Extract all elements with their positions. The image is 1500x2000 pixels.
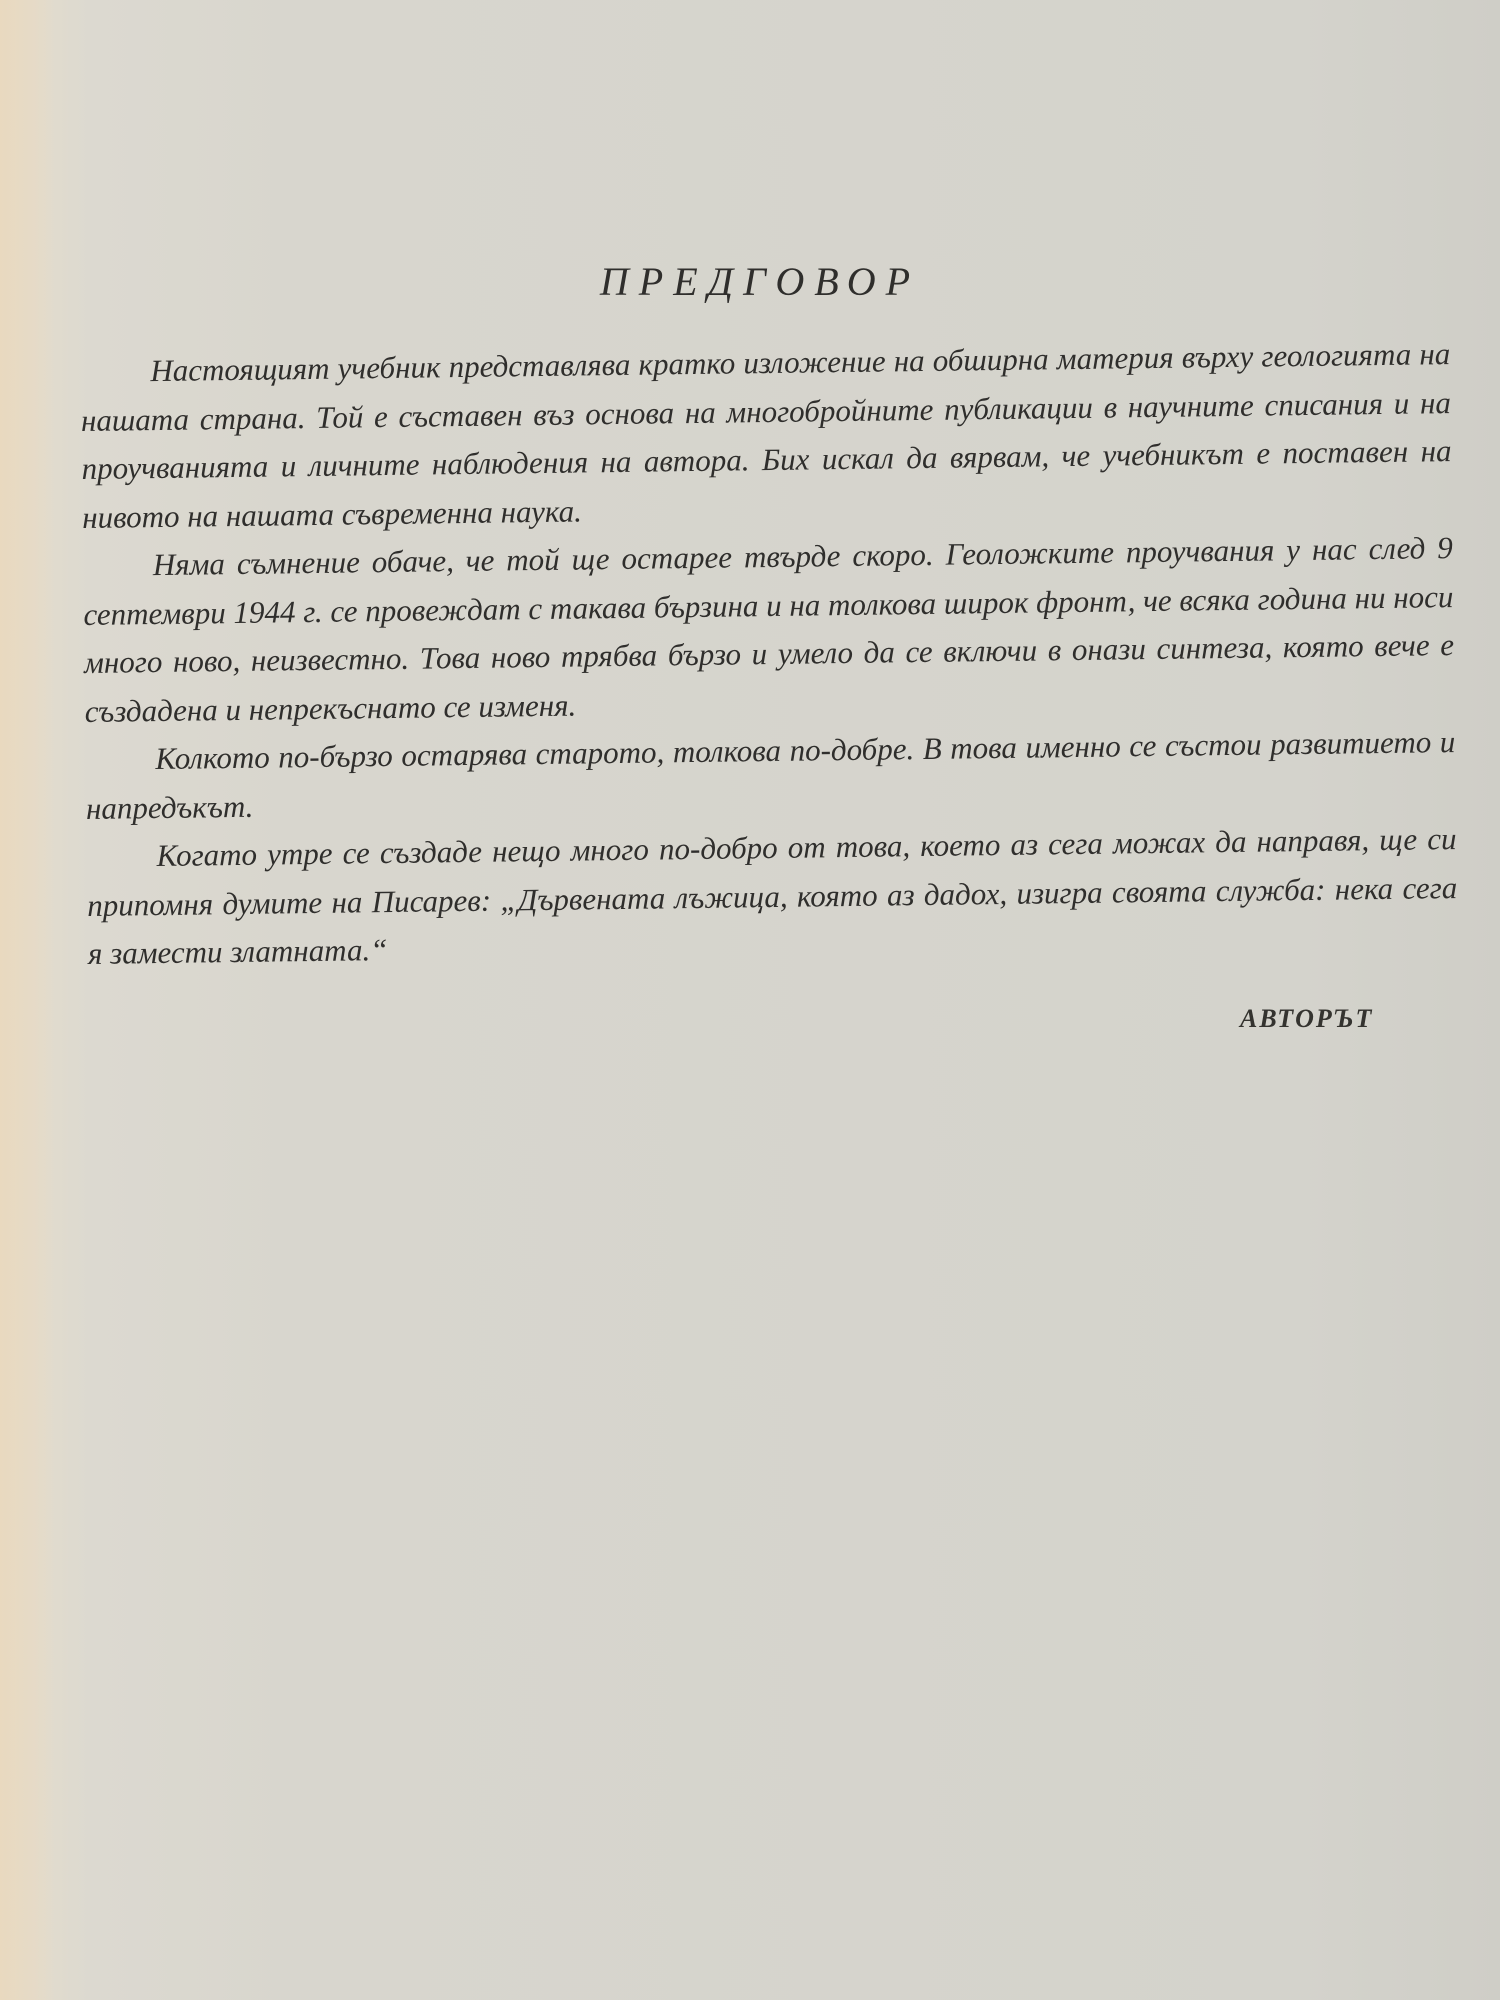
preface-paragraph-2: Няма съмнение обаче, че той ще остарее твърде скоро. Геоложките проучвания у нас след 9 септември 1944 г. се провеждат с такава бързина и на толкова широк фронт, че всяка година ни носи много ново, неизвестно. Това ново трябва бързо и умело да се включи в онази синтеза, която вече е създадена и непрекъснато се изменя. — [83, 530, 1455, 729]
preface-paragraph-3: Колкото по-бързо остарява старото, толкова по-добре. В това именно се състои развитието и напредъкът. — [85, 724, 1456, 826]
author-signature: АВТОРЪТ — [1240, 1004, 1374, 1033]
preface-paragraph-4: Когато утре се създаде нещо много по-добро от това, което аз сега можах да направя, ще си припомня думите на Писарев: „Дървената лъжица, която аз дадох, изигра своята служба: нека сега я замести златната.“ — [87, 821, 1458, 971]
page-title: ПРЕДГОВОР — [599, 259, 921, 304]
page-binding-edge — [0, 0, 55, 2000]
preface-paragraph-1: Настоящият учебник представлява кратко изложение на обширна материя върху геологията на нашата страна. Той е съставен въз основа на многобройните публикации в научните списания и на проучванията и личните наблюдения на автора. Бих искал да вярвам, че учебникът е поставен на нивото на нашата съвременна наука. — [80, 336, 1452, 535]
preface-body — [80, 330, 1458, 978]
page-content — [80, 0, 1460, 2000]
